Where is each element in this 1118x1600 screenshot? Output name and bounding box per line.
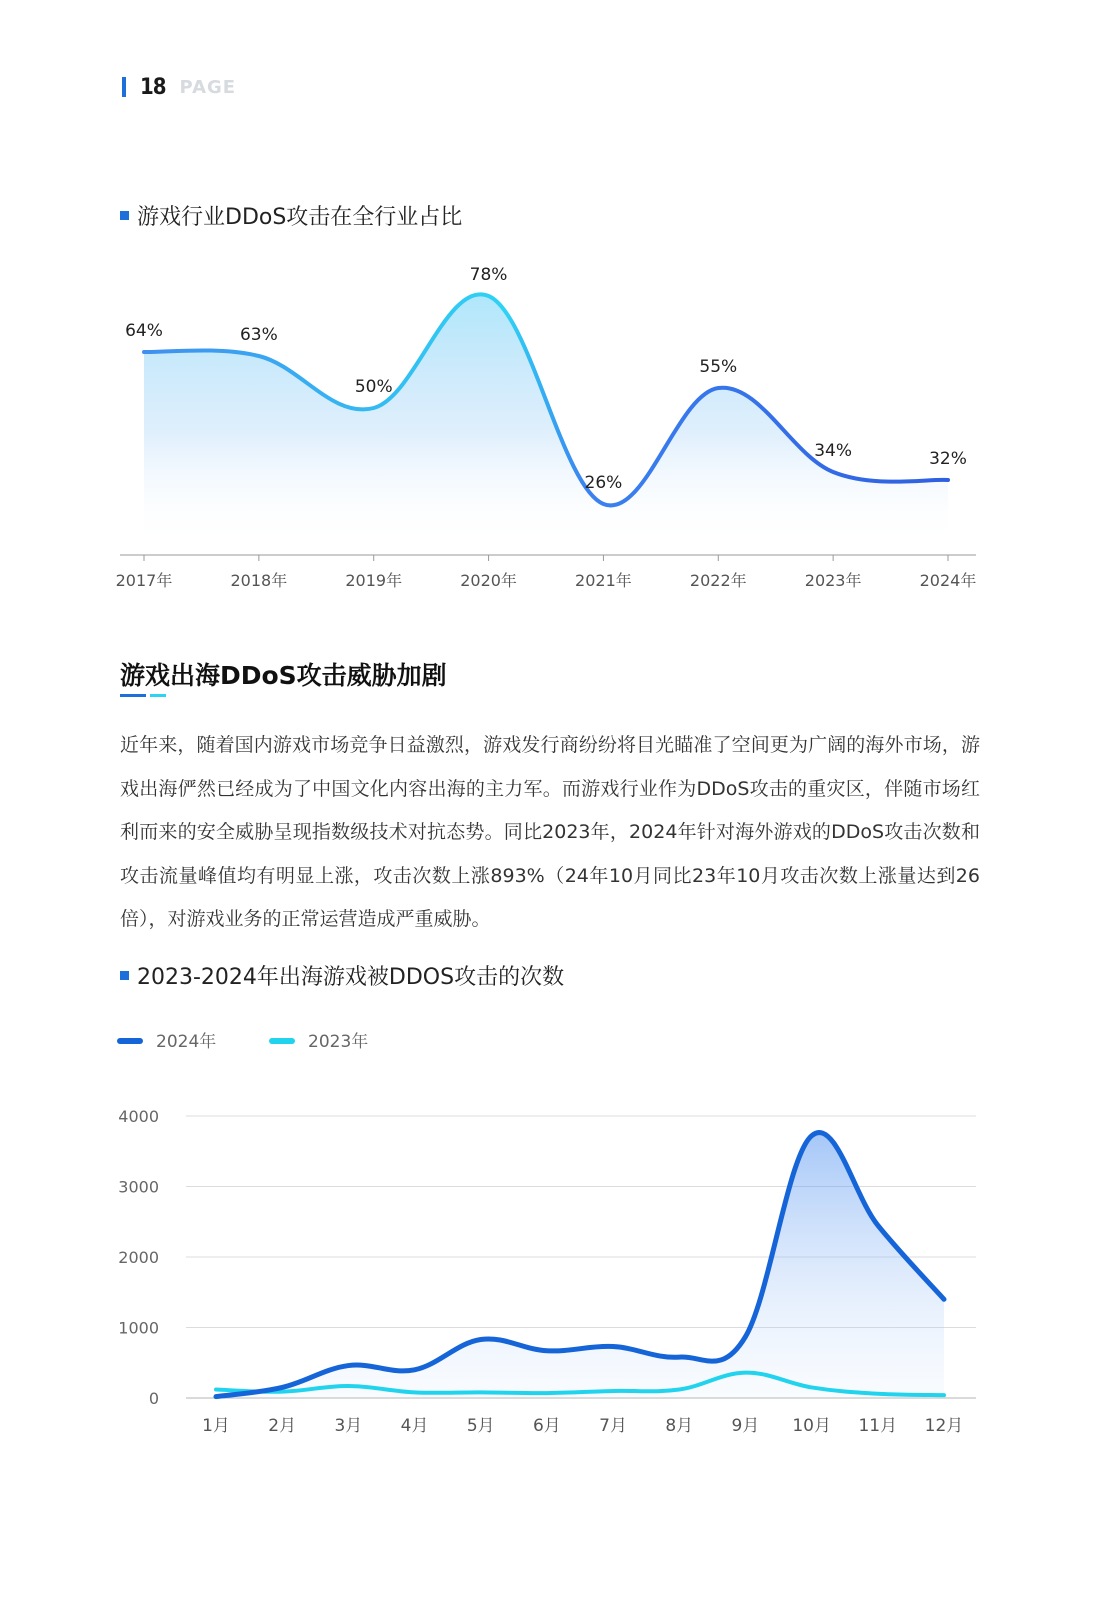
chart2-x-tick-label: 4月	[400, 1416, 429, 1436]
chart-monthly-attacks	[110, 1020, 990, 1450]
chart2-x-tick-label: 1月	[202, 1416, 230, 1436]
chart2-area-2024	[216, 1133, 944, 1398]
chart2-x-tick-label: 12月	[924, 1416, 964, 1436]
chart2-title-row	[120, 960, 564, 991]
chart2-title: 2023-2024年出海游戏被DDOS攻击的次数	[137, 965, 565, 990]
chart2-x-tick-label: 3月	[334, 1416, 363, 1436]
chart1-x-tick-label: 2021年	[575, 571, 632, 590]
chart2-x-tick-label: 7月	[599, 1416, 628, 1436]
chart1-data-label: 26%	[584, 473, 623, 493]
chart1-x-tick-label: 2020年	[460, 571, 517, 590]
chart2-x-tick-label: 8月	[665, 1416, 694, 1436]
chart2-x-tick-label: 11月	[858, 1416, 898, 1436]
chart2-y-tick-label: 1000	[118, 1318, 159, 1338]
chart1-data-label: 78%	[469, 265, 508, 285]
page-accent-bar	[122, 77, 126, 97]
chart1-data-label: 63%	[239, 325, 278, 345]
body-paragraph: 近年来，随着国内游戏市场竞争日益激烈，游戏发行商纷纷将目光瞄准了空间更为广阔的海外市场，游戏出海俨然已经成为了中国文化内容出海的主力军。而游戏行业作为DDoS攻击的重灾区，伴随市场红利而来的安全威胁呈现指数级技术对抗态势。同比2023年，2024年针对海外游戏的DDoS攻击次数和攻击流量峰值均有明显上涨，攻击次数上涨893%（24年10月同比23年10月攻击次数上涨量达到26倍），对游戏业务的正常运营造成严重威胁。	[120, 734, 980, 930]
chart2-x-tick-label: 5月	[466, 1416, 495, 1436]
page-word: PAGE	[179, 76, 237, 98]
legend-label: 2024年	[156, 1032, 217, 1052]
legend-label: 2023年	[308, 1032, 369, 1052]
chart2-y-tick-label: 4000	[118, 1107, 159, 1126]
chart2-y-tick-label: 2000	[118, 1248, 159, 1267]
chart1-data-label: 55%	[699, 357, 738, 377]
page-number: 18	[140, 74, 166, 100]
chart1-title: 游戏行业DDoS攻击在全行业占比	[137, 205, 463, 230]
chart2-x-tick-label: 2月	[268, 1416, 297, 1436]
chart1-data-label: 50%	[354, 377, 393, 397]
chart1-x-tick-label: 2022年	[689, 571, 747, 590]
section-heading: 游戏出海DDoS攻击威胁加剧	[120, 661, 447, 690]
chart1-x-tick-label: 2023年	[804, 571, 862, 590]
page-header	[122, 72, 236, 102]
chart1-title-row	[120, 200, 462, 231]
chart1-data-label: 34%	[814, 441, 853, 461]
chart1-x-tick-label: 2019年	[345, 571, 403, 590]
chart2-y-tick-label: 0	[148, 1389, 159, 1408]
chart-share-by-year	[110, 250, 990, 610]
title-square-icon	[120, 211, 129, 220]
chart1-data-label: 64%	[125, 321, 163, 341]
heading-underline	[120, 694, 166, 698]
chart1-data-label: 32%	[929, 449, 967, 469]
chart2-y-tick-label: 3000	[118, 1177, 159, 1197]
chart2-x-tick-label: 10月	[792, 1416, 831, 1436]
title-square-icon	[120, 971, 129, 980]
chart1-x-tick-label: 2017年	[115, 571, 173, 590]
chart1-x-tick-label: 2018年	[230, 571, 288, 590]
chart2-x-tick-label: 9月	[731, 1416, 760, 1436]
chart2-x-tick-label: 6月	[532, 1416, 561, 1436]
chart1-x-tick-label: 2024年	[919, 571, 977, 590]
